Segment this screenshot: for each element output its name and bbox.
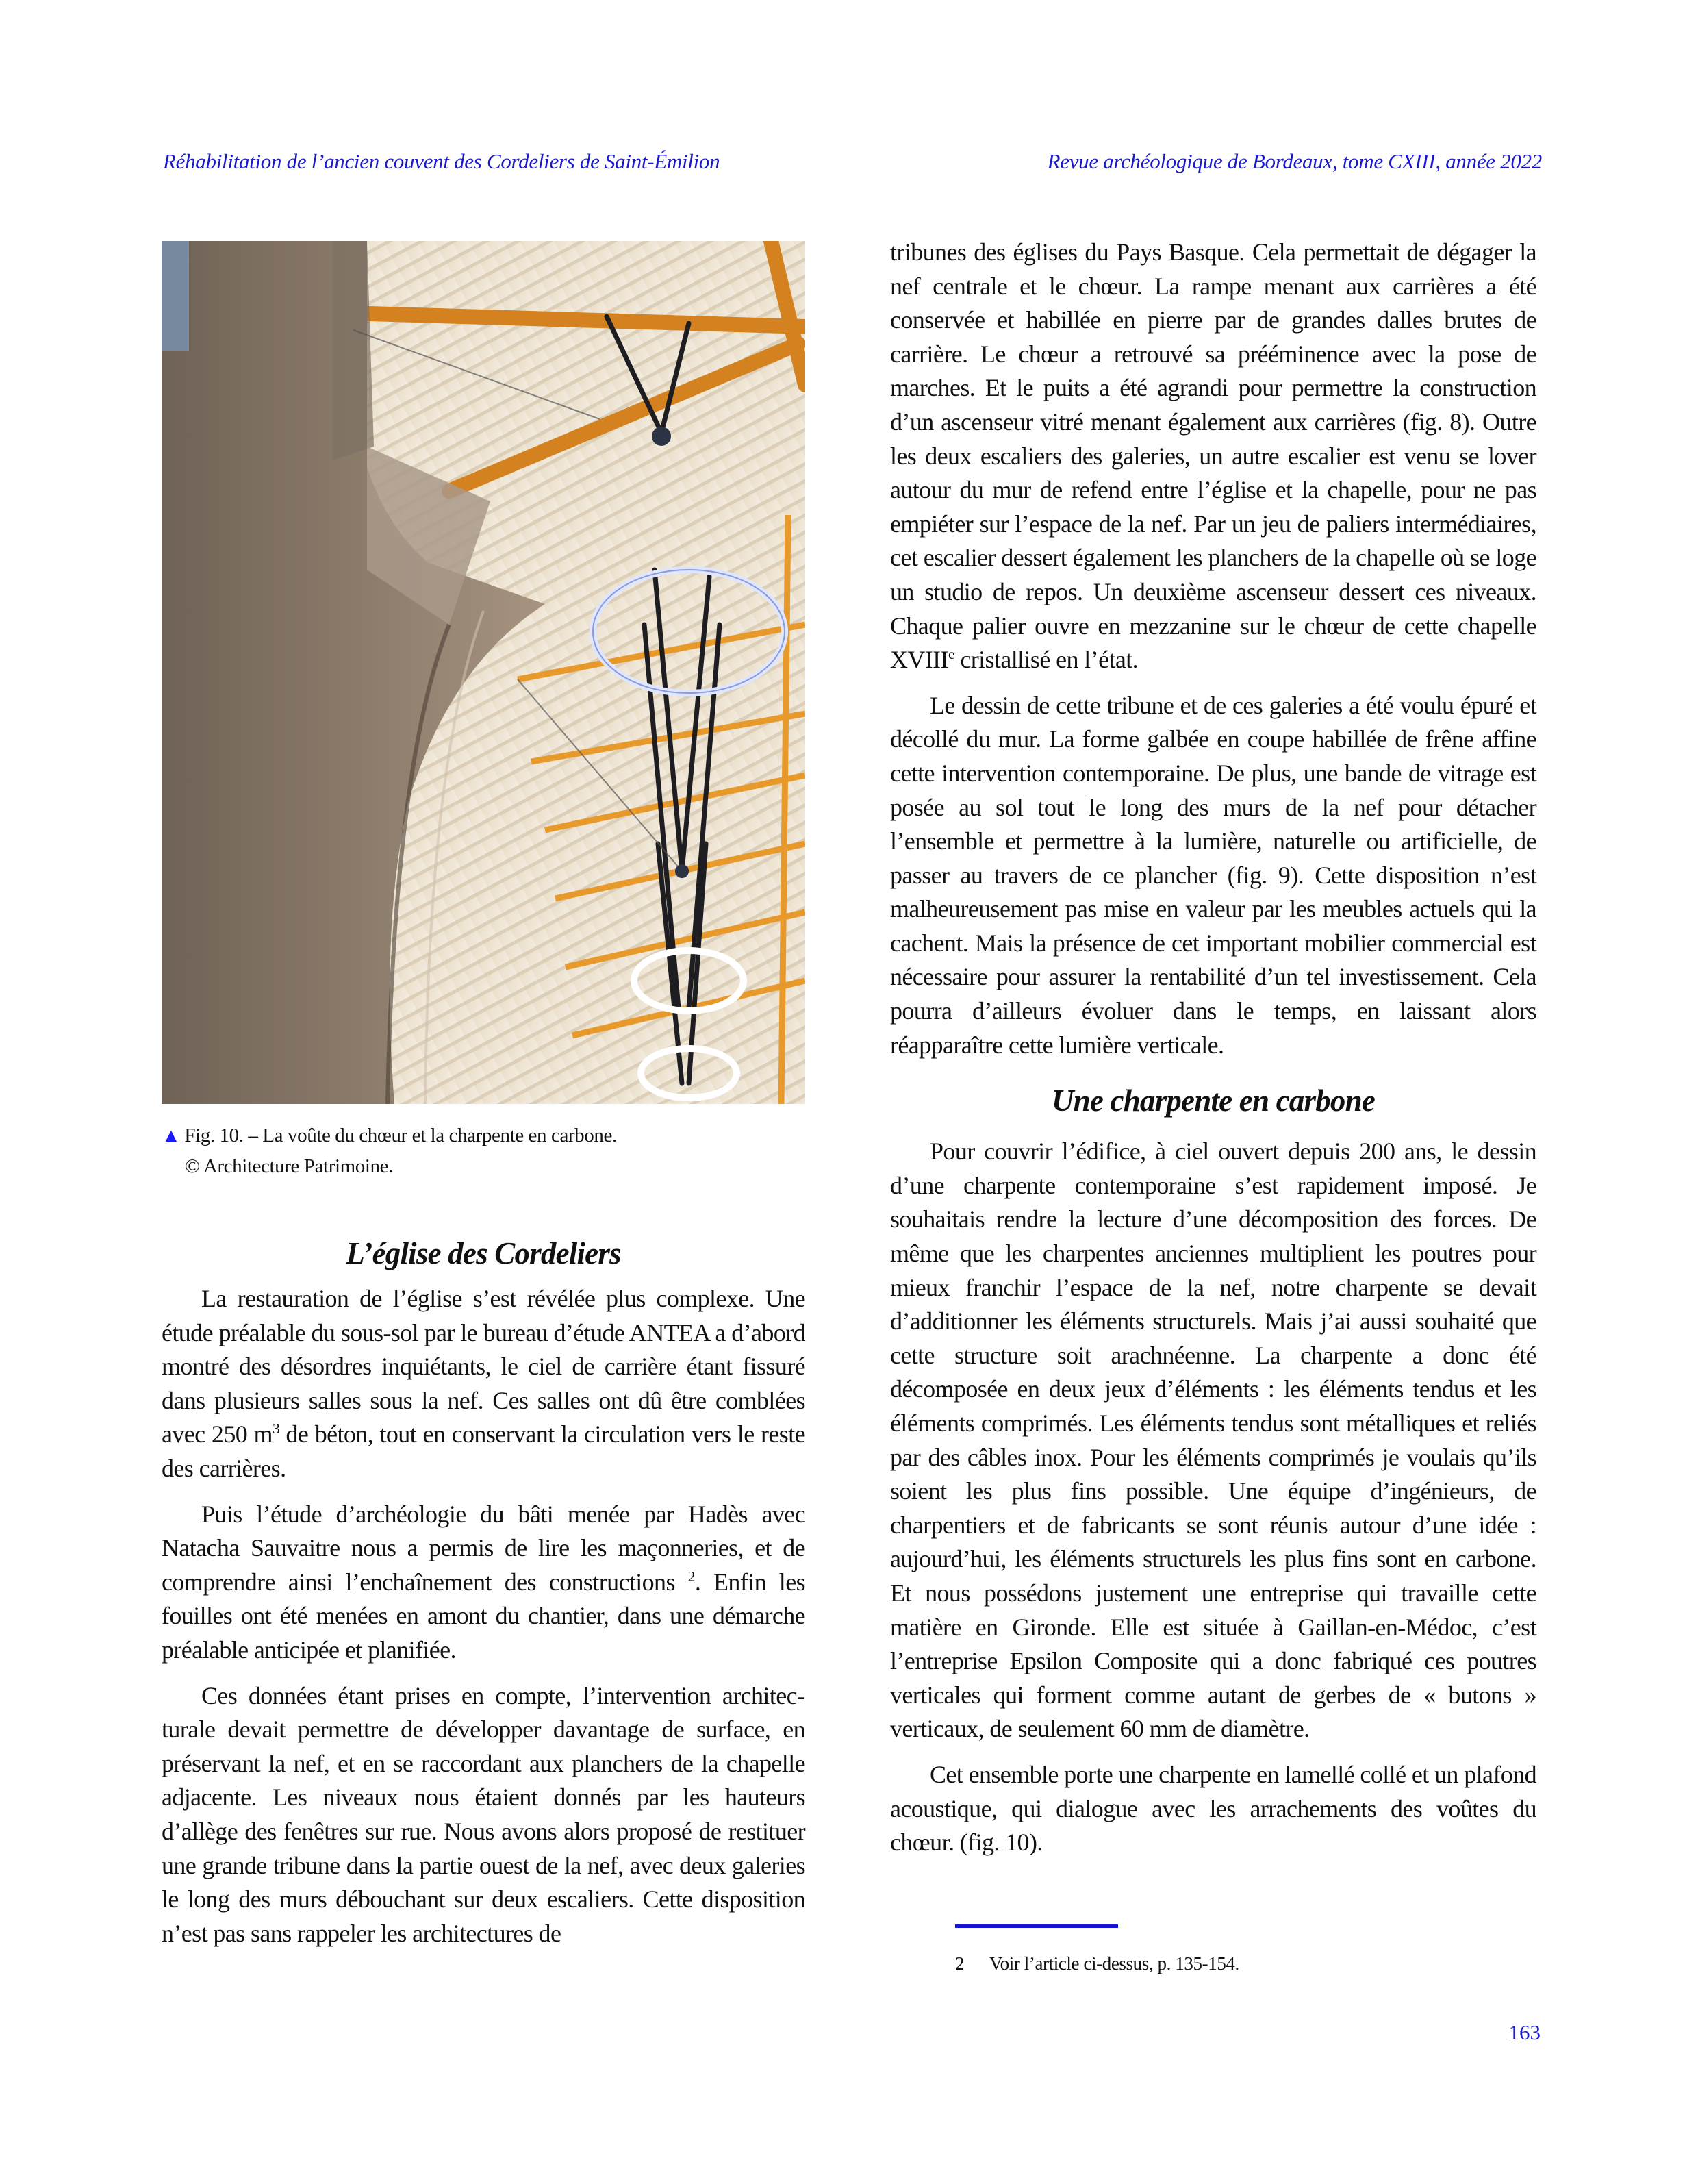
paragraph: Le dessin de cette tribune et de ces galeries a été voulu épuré et décollé du mur. La forme galbée en coupe habillée de frêne affine cette intervention contemporaine. De plus, une bande de vitrage est posée au sol tout le long des murs de la nef pour détacher l’ensemble et permettre à la lumière, naturelle ou artificielle, de passer au travers de ce plancher (fig. 9). Cette disposition n’est malheureusement pas mise en valeur par les meubles actuels qui la cachent. Mais la présence de cet important mobilier commercial est nécessaire pour assurer la rentabilité d’un tel investissement. Cela pourra d’ailleurs évoluer dans le temps, en laissant alors réapparaître cette lumière verticale.: [890, 691, 1536, 1059]
footnote-2: [955, 1953, 1239, 1974]
section-heading-charpente: Une charpente en carbone: [1051, 1083, 1376, 1118]
paragraph: Puis l’étude d’archéologie du bâti menée par Hadès avec Natacha Sauvaitre nous a permis de lire les maçonneries, et de comprendre ainsi l’enchaînement des constructions $^2$. Enfin les fouilles ont été menées en amont du chantier, dans une démarche préalable anticipée et planifiée.: [162, 1500, 805, 1664]
left-column: [162, 1233, 805, 1962]
figure-photo: [162, 241, 805, 1104]
running-head-journal: Revue archéologique de Bordeaux, tome CXIII, année 2022: [1047, 149, 1542, 173]
triangle-up-icon: ▲: [162, 1125, 181, 1146]
footnote-ref-2[interactable]: 2: [687, 1568, 695, 1585]
superscript: 3: [272, 1420, 280, 1438]
footnote-divider: [955, 1924, 1118, 1928]
paragraph: Pour couvrir l’édifice, à ciel ouvert depuis 200 ans, le dessin d’une charpente contemporaine s’est rapidement imposé. Je souhaitais rendre la lecture d’une décomposition des forces. De même que les charpentes anciennes multiplient les poutres pour mieux franchir l’espace de la nef, notre charpente se devait d’additionner les éléments structurels. Mais j’ai aussi souhaité que cette structure soit arachnéenne. La charpente a donc été décomposée en deux jeux d’éléments : les éléments tendus et les éléments comprimés. Les éléments tendus sont métalliques et reliés par des câbles inox. Pour les éléments comprimés je voulais qu’ils soient les plus fins possible. Une équipe d’ingénieurs, de charpentiers et de fabricants se sont réunis autour d’une idée : aujourd’hui, les éléments structurels les plus fins sont en carbone. Et nous possédons justement une entreprise qui travaille cette matière en Gironde. Elle est située à Gaillan-en-Médoc, c’est l’entreprise Epsilon Composite qui a donc fabriqué ces poutres verticales qui forment comme autant de gerbes de « butons » verticaux, de seulement 60 mm de diamètre.: [890, 1138, 1536, 1743]
right-column: [890, 236, 1536, 1872]
figure-caption: [162, 1120, 805, 1181]
paragraph: Cet ensemble porte une charpente en lamellé collé et un plafond acoustique, qui dialogue avec les arrachements des voûtes du chœur. (fig. 10).: [890, 1760, 1536, 1857]
superscript: e: [948, 646, 954, 663]
footnote-text: Voir l’article ci-dessus, p. 135-154.: [989, 1953, 1239, 1974]
paragraph-continued: tribunes des églises du Pays Basque. Cela permettait de dégager la nef centrale et le chœur. La rampe menant aux carrières a été conservée et habillée en pierre par de grandes dalles brutes de carrière. Le chœur a retrouvé sa prééminence avec la pose de marches. Et le puits a été agrandi pour permettre la construction d’un ascenseur vitré menant également aux carrières (fig. 8). Outre les deux escaliers des galeries, un autre escalier est venu se lover autour du mur de refend entre l’église et la chapelle, pour ne pas empiéter sur l’espace de la nef. Par un jeu de paliers intermédiaires, cet escalier dessert également les planchers de la chapelle où se loge un studio de repos. Un deuxième ascenseur dessert ces niveaux. Chaque palier ouvre en mezzanine sur le chœur de cette chapelle XVIIIe cristallisé en l’état.: [890, 238, 1536, 674]
caption-text: Fig. 10. – La voûte du chœur et la charpente en carbone.: [184, 1125, 617, 1146]
running-head-article-title: Réhabilitation de l’ancien couvent des Cordeliers de Saint-Émilion: [163, 149, 720, 173]
footnote-number: 2: [955, 1953, 965, 1974]
caption-credit: © Architecture Patrimoine.: [185, 1155, 393, 1177]
vault-and-carbon-frame-illustration: [162, 241, 805, 1104]
paragraph: Ces données étant prises en compte, l’intervention architecturale devait permettre de développer davantage de surface, en préservant la nef, et en se raccordant aux planchers de la chapelle adjacente. Les niveaux nous étaient donnés par les hauteurs d’allège des fenêtres sur rue. Nous avons alors proposé de restituer une grande tribune dans la partie ouest de la nef, avec deux galeries le long des murs débouchant sur deux escaliers. Cette disposition n’est pas sans rappeler les architectures de: [162, 1681, 805, 1947]
page-number: 163: [1508, 2020, 1541, 2044]
section-heading-eglise: L’église des Cordeliers: [346, 1236, 621, 1270]
paragraph: La restauration de l’église s’est révélée plus complexe. Une étude préalable du sous-sol par le bureau d’étude ANTEA a d’abord montré des désordres inquiétants, le ciel de carrière étant fissuré dans plusieurs salles sous la nef. Ces salles ont dû être comblées avec 250 $m^3$ de béton, tout en conservant la circulation vers le reste des carrières.: [162, 1285, 805, 1482]
